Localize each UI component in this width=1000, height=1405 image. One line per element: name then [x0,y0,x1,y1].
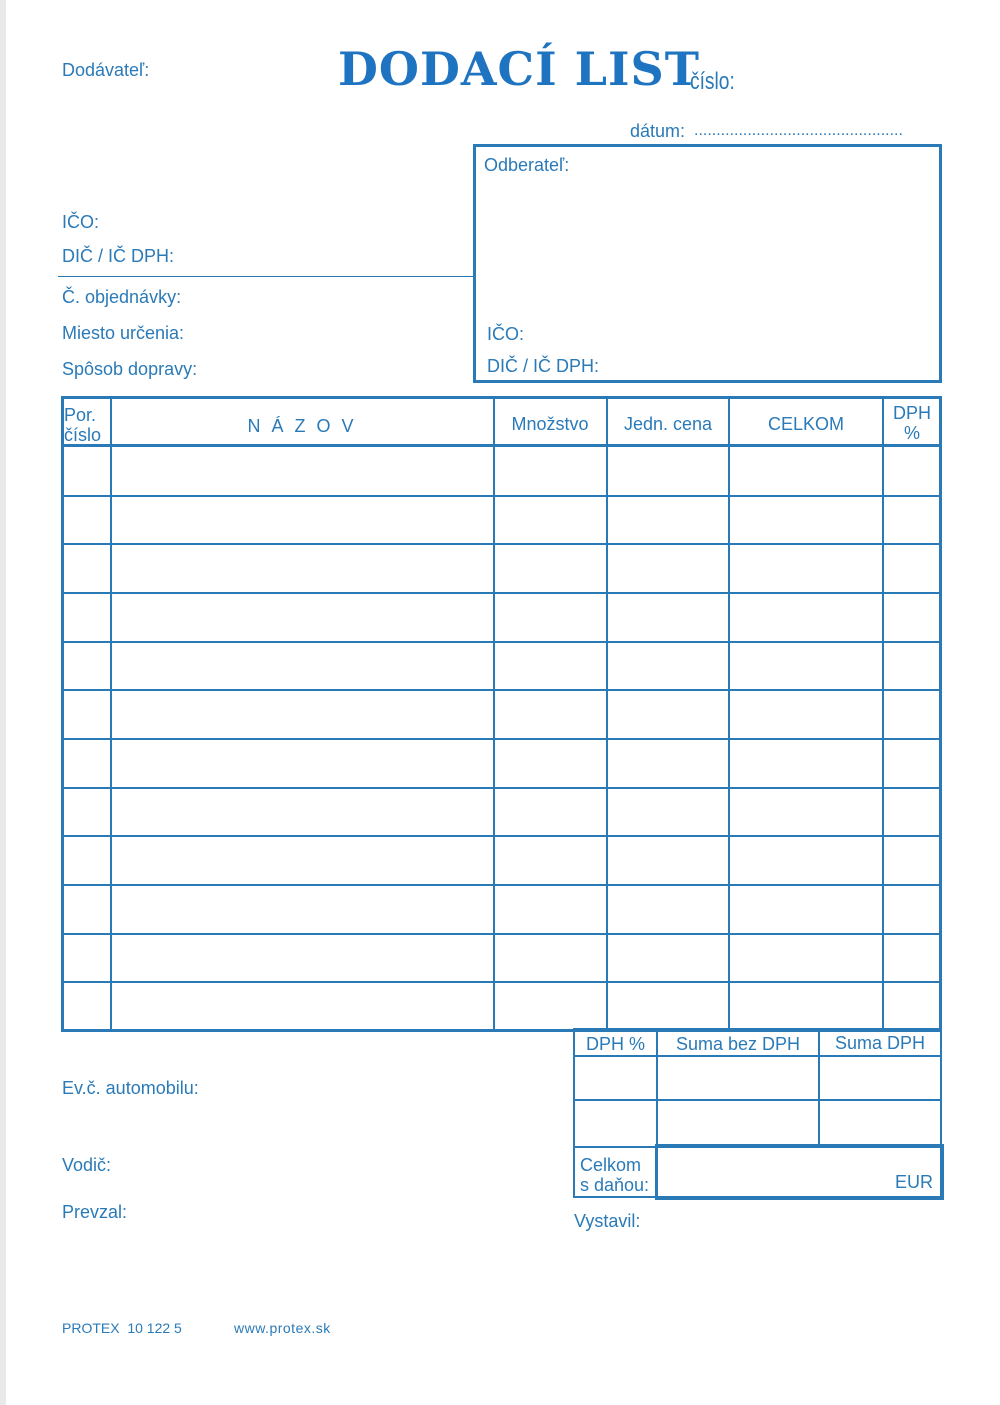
column-divider [728,398,730,1030]
col-header-unit-price: Jedn. cena [623,414,713,434]
vat-header-base: Suma bez DPH [675,1034,801,1054]
column-divider [606,398,608,1030]
table-row-divider [62,641,941,643]
customer-dic-label: DIČ / IČ DPH: [487,356,600,376]
customer-ico-label: IČO: [487,324,525,344]
col-header-number-line2: číslo [64,425,102,445]
col-header-quantity: Množstvo [511,414,589,434]
printer-code: PROTEX 10 122 5 [62,1320,182,1336]
page-edge [0,0,6,1405]
supplier-ico-label: IČO: [62,212,100,232]
issued-by-label: Vystavil: [574,1211,641,1231]
website-link[interactable]: www.protex.sk [234,1320,331,1336]
vehicle-label: Ev.č. automobilu: [62,1078,199,1098]
col-header-vat-line1: DPH [892,403,931,423]
items-table [61,396,942,1032]
table-row-divider [62,933,941,935]
items-header-divider [62,444,941,447]
table-row-divider [62,495,941,497]
table-row-divider [62,884,941,886]
column-divider [493,398,495,1030]
total-with-vat-label [580,1155,649,1195]
col-header-number [64,405,110,445]
column-divider [882,398,884,1030]
total-label-line2: s daňou: [580,1175,650,1195]
col-header-total: CELKOM [767,414,845,434]
supplier-dic-label: DIČ / IČ DPH: [62,246,175,266]
table-row-divider [62,543,941,545]
col-header-vat [884,403,940,443]
document-title: DODACÍ LIST [338,42,700,96]
number-label: číslo: [690,68,735,95]
col-header-number-line1: Por. [64,405,97,425]
supplier-divider [58,276,476,277]
supplier-label: Dodávateľ: [62,60,150,80]
transport-label: Spôsob dopravy: [62,359,198,379]
vat-header-rate: DPH % [585,1034,645,1054]
table-row-divider [62,787,941,789]
destination-label: Miesto určenia: [62,323,185,343]
vat-row-divider [575,1099,941,1101]
table-row-divider [62,981,941,983]
order-number-label: Č. objednávky: [62,287,182,307]
table-row-divider [62,689,941,691]
vat-header-vat: Suma DPH [834,1033,926,1053]
driver-label: Vodič: [62,1155,112,1175]
total-label-line1: Celkom [580,1155,642,1175]
received-label: Prevzal: [62,1202,128,1222]
table-row-divider [62,835,941,837]
customer-box[interactable] [473,144,942,383]
currency-label: EUR [895,1172,934,1192]
table-row-divider [62,738,941,740]
date-label: dátum: [630,121,686,141]
table-row-divider [62,592,941,594]
customer-label: Odberateľ: [484,155,570,175]
date-field[interactable]: ............................................... [694,122,903,139]
vat-header-divider [575,1055,941,1057]
col-header-name: N Á Z O V [247,416,357,436]
col-header-vat-line2: % [903,423,920,443]
column-divider [110,398,112,1030]
